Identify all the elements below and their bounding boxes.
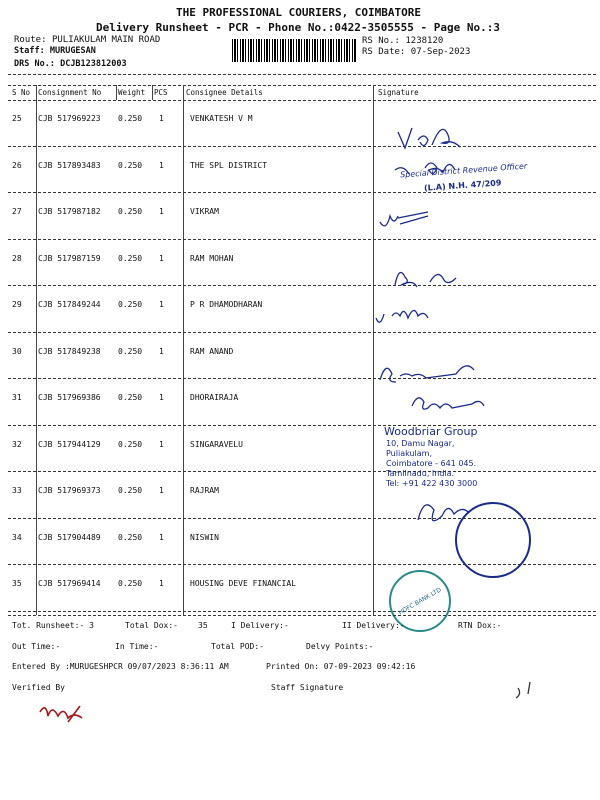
cell-consignment: CJB 517904489: [38, 532, 101, 542]
cell-sno: 30: [12, 346, 22, 356]
cell-consignment: CJB 517987182: [38, 207, 101, 216]
cell-consignment: CJB 517849244: [38, 300, 101, 309]
cell-consignment: CJB 517987159: [38, 253, 101, 263]
divider: [8, 615, 596, 616]
drs-line: [14, 59, 127, 69]
total-dox-label: Total Dox:-: [125, 621, 178, 630]
table-row: [0, 286, 600, 333]
cell-consignee: VENKATESH V M: [190, 114, 253, 123]
cell-weight: 0.250: [118, 114, 143, 123]
cell-pcs: 1: [159, 393, 164, 402]
column-rule: [116, 85, 117, 100]
entered-by: Entered By :MURUGESHPCR 09/07/2023 8:36:11 AM: [12, 662, 229, 671]
cell-consignee: RAM MOHAN: [190, 253, 234, 263]
out-time: Out Time:-: [12, 642, 61, 651]
cell-consignee: VIKRAM: [190, 207, 219, 216]
in-time: In Time:-: [115, 642, 159, 651]
table-row: [0, 193, 600, 240]
cell-weight: 0.250: [118, 300, 143, 309]
cell-pcs: 1: [159, 346, 164, 356]
divider: [8, 85, 596, 86]
cell-weight: 0.250: [118, 579, 143, 588]
table-row: [0, 333, 600, 380]
route-line: [14, 35, 160, 45]
route-label: Route:: [14, 35, 47, 45]
col-sno: S No: [12, 88, 31, 97]
hdfc-stamp-text: HDFC BANK LTD: [397, 585, 443, 617]
rtn-dox: RTN Dox:-: [458, 621, 502, 630]
route-value: PULIAKULAM MAIN ROAD: [51, 35, 161, 45]
ii-delivery: II Delivery:-: [342, 621, 405, 630]
col-consignee: Consignee Details: [186, 88, 263, 97]
cell-pcs: 1: [159, 300, 164, 309]
cell-weight: 0.250: [118, 253, 143, 263]
cell-consignee: HOUSING DEVE FINANCIAL: [190, 579, 296, 588]
table-row: [0, 240, 600, 287]
cell-consignment: CJB 517969386: [38, 393, 101, 402]
cell-consignment: CJB 517969414: [38, 579, 101, 588]
drs-label: DRS No.:: [14, 59, 55, 69]
table-row: [0, 379, 600, 426]
staff-label: Staff:: [14, 46, 45, 56]
staff-signature-mark: [516, 682, 530, 698]
col-pcs: PCS: [154, 88, 168, 97]
cell-pcs: 1: [159, 160, 164, 170]
col-consignment: Consignment No: [38, 88, 102, 97]
total-pod: Total POD:-: [211, 642, 264, 651]
cell-weight: 0.250: [118, 486, 143, 495]
cell-consignee: THE SPL DISTRICT: [190, 160, 268, 170]
rs-date-value: 07-Sep-2023: [410, 47, 471, 57]
cell-sno: 33: [12, 486, 22, 495]
staff-value: MURUGESAN: [49, 46, 96, 56]
cell-pcs: 1: [159, 486, 164, 495]
verified-signature: [40, 706, 82, 722]
cell-sno: 34: [12, 532, 22, 542]
rs-no-value: 1238120: [405, 36, 444, 46]
rs-date-line: [362, 47, 470, 57]
special-officer-stamp: Special District Revenue Officer: [399, 161, 528, 180]
cell-consignment: CJB 517969373: [38, 486, 101, 495]
staff-signature-label: Staff Signature: [271, 683, 344, 692]
cell-weight: 0.250: [118, 532, 143, 542]
round-stamp: [455, 502, 531, 578]
staff-line: [14, 46, 96, 56]
woodbriar-addr-3: Coimbatore - 641 045.: [386, 459, 477, 468]
rs-no-line: [362, 36, 443, 46]
cell-weight: 0.250: [118, 160, 143, 170]
cell-pcs: 1: [159, 579, 164, 588]
cell-pcs: 1: [159, 114, 164, 123]
cell-sno: 32: [12, 439, 22, 449]
cell-consignment: CJB 517969223: [38, 114, 101, 123]
woodbriar-addr-1: 10, Damu Nagar,: [386, 439, 455, 448]
rs-no-label: RS No.:: [362, 36, 400, 46]
woodbriar-stamp-address: [386, 439, 477, 489]
cell-weight: 0.250: [118, 439, 143, 449]
cell-consignment: CJB 517944129: [38, 439, 101, 449]
cell-pcs: 1: [159, 207, 164, 216]
cell-sno: 27: [12, 207, 22, 216]
row-divider: [8, 611, 596, 612]
woodbriar-stamp-name: Woodbriar Group: [384, 425, 478, 438]
cell-consignee: P R DHAMODHARAN: [190, 300, 263, 309]
verified-by: Verified By: [12, 683, 65, 692]
i-delivery: I Delivery:-: [231, 621, 289, 630]
delvy-points: Delvy Points:-: [306, 642, 374, 651]
divider: [8, 74, 596, 75]
rs-date-label: RS Date:: [362, 47, 406, 57]
cell-sno: 26: [12, 160, 22, 170]
cell-consignee: NISWIN: [190, 532, 219, 542]
special-officer-ref: (L.A) N.H. 47/209: [423, 178, 502, 193]
cell-consignee: RAJRAM: [190, 486, 219, 495]
woodbriar-addr-2: Puliakulam,: [386, 449, 433, 458]
table-row: [0, 426, 600, 473]
cell-consignment: CJB 517893483: [38, 160, 101, 170]
cell-weight: 0.250: [118, 346, 143, 356]
cell-pcs: 1: [159, 253, 164, 263]
woodbriar-tel: Tel: +91 422 430 3000: [386, 479, 478, 488]
cell-pcs: 1: [159, 439, 164, 449]
woodbriar-addr-4: Tamilnadu, India.: [386, 469, 455, 478]
cell-weight: 0.250: [118, 393, 143, 402]
barcode: [232, 39, 357, 62]
cell-sno: 35: [12, 579, 22, 588]
cell-consignee: SINGARAVELU: [190, 439, 243, 449]
cell-consignee: RAM ANAND: [190, 346, 234, 356]
col-weight: Weight: [118, 88, 146, 97]
col-signature: Signature: [378, 88, 419, 97]
drs-value: DCJB123812003: [60, 59, 127, 69]
printed-on: Printed On: 07-09-2023 09:42:16: [266, 662, 416, 671]
cell-consignment: CJB 517849238: [38, 346, 101, 356]
column-rule: [152, 85, 153, 100]
cell-sno: 31: [12, 393, 22, 402]
cell-pcs: 1: [159, 532, 164, 542]
tot-runsheet: Tot. Runsheet:- 3: [12, 621, 94, 630]
table-row: [0, 100, 600, 147]
cell-sno: 25: [12, 114, 22, 123]
company-title: THE PROFESSIONAL COURIERS, COIMBATORE: [176, 6, 422, 19]
cell-sno: 28: [12, 253, 22, 263]
runsheet-title: Delivery Runsheet - PCR - Phone No.:0422-3505555 - Page No.:3: [96, 21, 500, 34]
cell-sno: 29: [12, 300, 22, 309]
cell-consignee: DHORAIRAJA: [190, 393, 239, 402]
total-dox-value: 35: [198, 621, 208, 630]
cell-weight: 0.250: [118, 207, 143, 216]
